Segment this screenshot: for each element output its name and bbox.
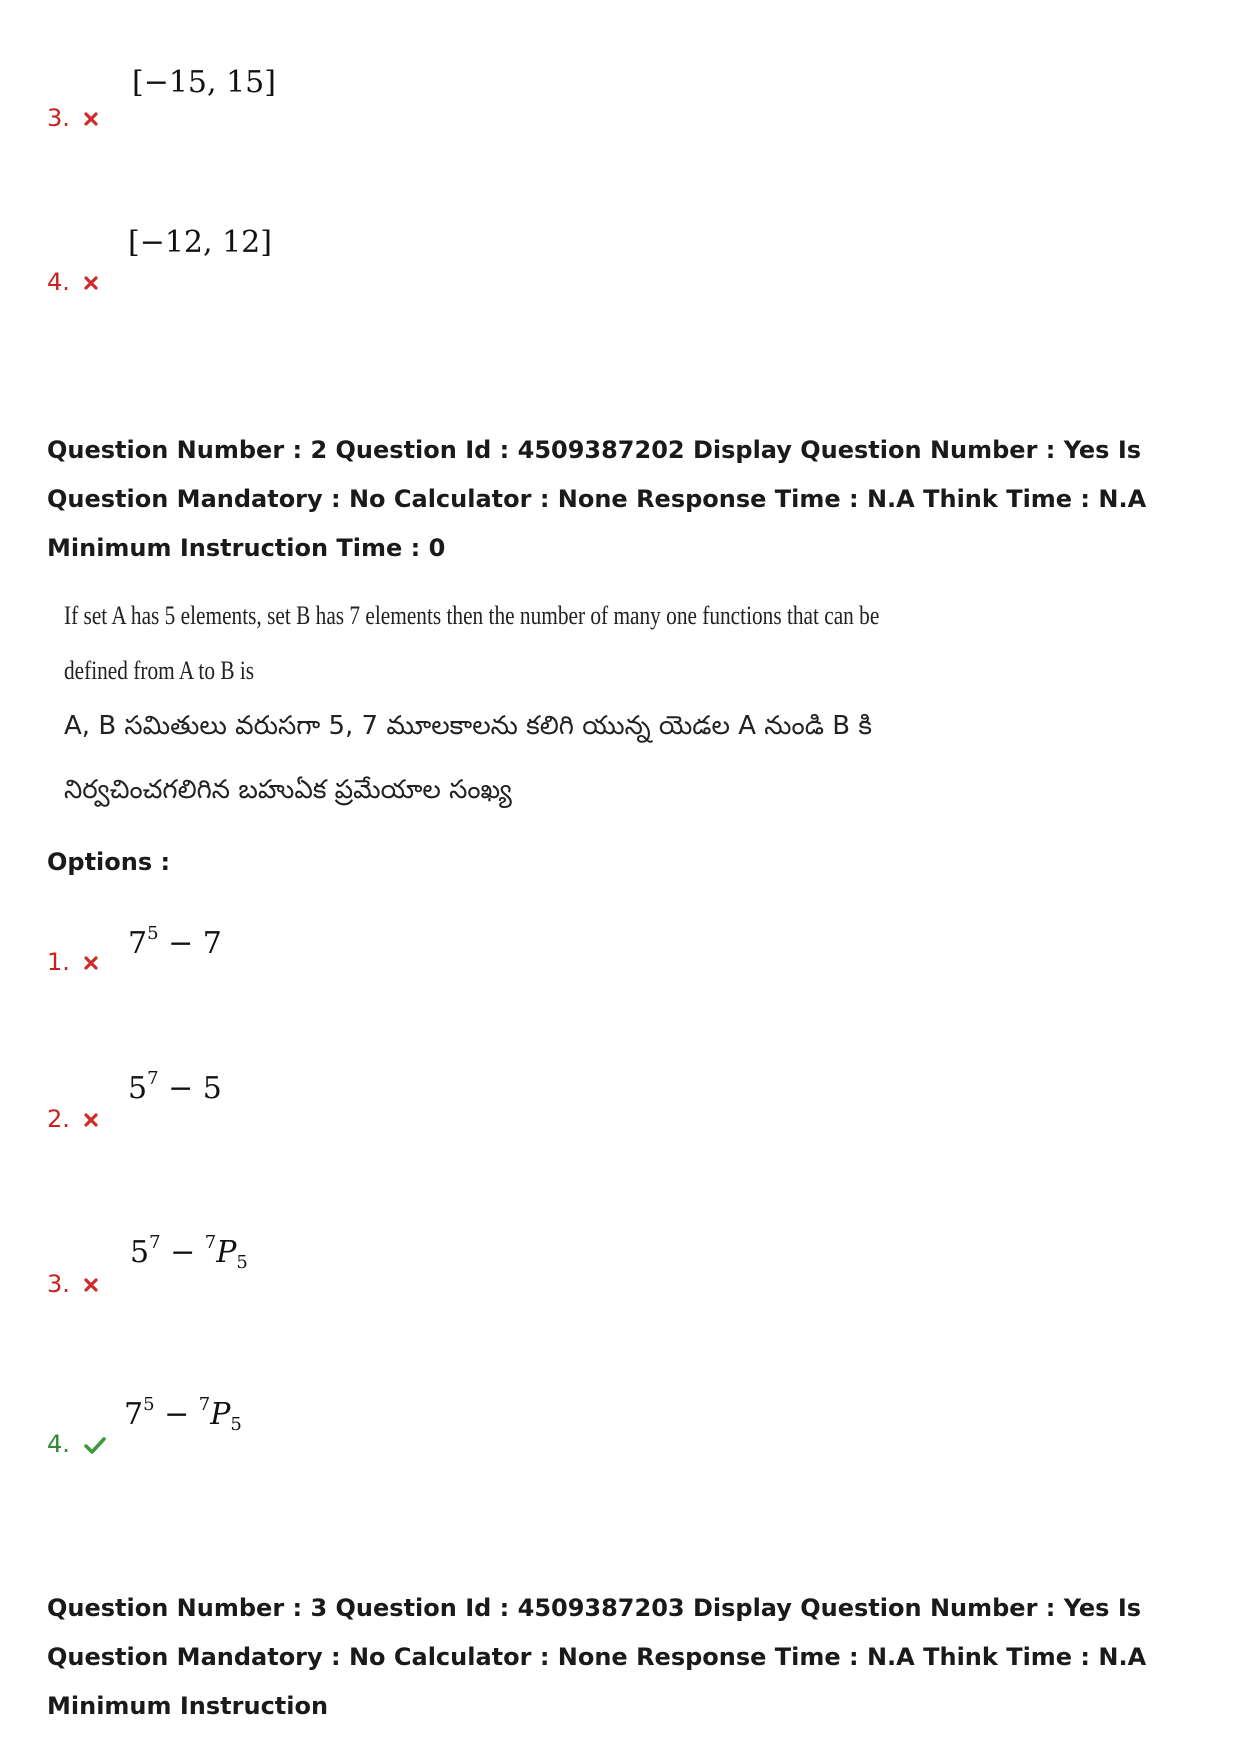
option-1-value: $7^5 - 7$ [128, 923, 222, 961]
check-icon [84, 1436, 106, 1454]
option-2-value: $5^7 - 5$ [128, 1068, 222, 1106]
option-number: 2. [47, 1105, 70, 1133]
prev-option-4-value: [−12, 12] [128, 225, 272, 260]
cross-icon [84, 1113, 98, 1127]
option-1 [47, 950, 98, 974]
option-4 [47, 1432, 106, 1456]
question-2-meta: Question Number : 2 Question Id : 4509387202 Display Question Number : Yes Is Question Mandatory : No Calculator : None Response Time : N.A Think Time : N.A Minimum Instruction Time : 0 [47, 436, 1147, 562]
question-text-te-line1: A, B సమితులు వరుసగా 5, 7 మూలకాలను కలిగి యున్న యెడల A నుండి B కి [64, 711, 872, 741]
cross-icon [84, 276, 98, 290]
question-text-en-line2: defined from A to B is [64, 656, 255, 685]
question-text-en-line1: If set A has 5 elements, set B has 7 elements then the number of many one functions that can be [64, 601, 880, 630]
option-4-value: $7^5 - ^7P_5$ [124, 1394, 242, 1435]
option-2 [47, 1107, 98, 1131]
prev-option-4 [47, 270, 98, 294]
option-number: 1. [47, 948, 70, 976]
options-label: Options : [47, 848, 171, 876]
option-number: 3. [47, 104, 70, 132]
option-number: 4. [47, 268, 70, 296]
cross-icon [84, 1278, 98, 1292]
question-text-te-line2: నిర్వచించగలిగిన బహుఏక ప్రమేయాల సంఖ్య [64, 775, 512, 805]
cross-icon [84, 112, 98, 126]
prev-option-3 [47, 106, 98, 130]
option-3 [47, 1272, 98, 1296]
option-number: 4. [47, 1430, 70, 1458]
prev-option-3-value: [−15, 15] [132, 65, 276, 100]
cross-icon [84, 956, 98, 970]
question-3-meta: Question Number : 3 Question Id : 4509387203 Display Question Number : Yes Is Question Mandatory : No Calculator : None Response Time : N.A Think Time : N.A Minimum Instruction [47, 1594, 1147, 1720]
option-3-value: $5^7 - ^7P_5$ [130, 1232, 248, 1273]
option-number: 3. [47, 1270, 70, 1298]
